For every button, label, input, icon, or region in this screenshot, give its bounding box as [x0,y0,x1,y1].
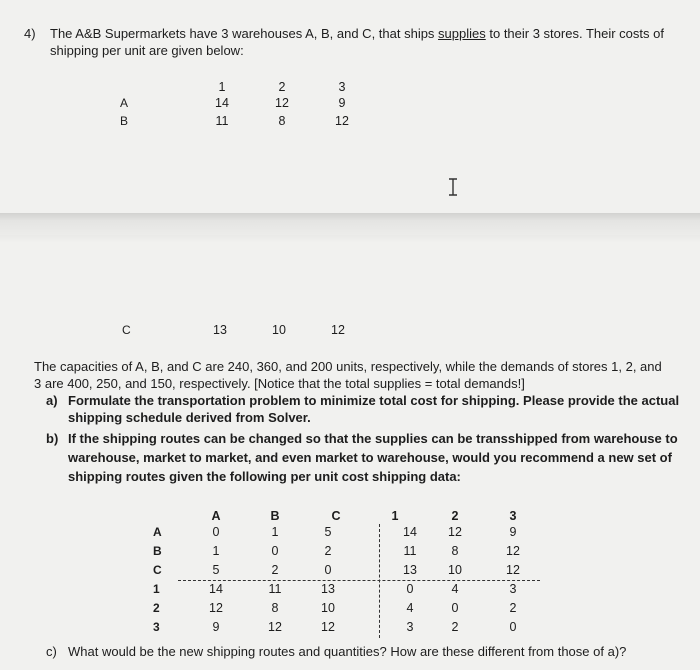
t2-col-header-2: 2 [451,509,459,523]
part-b-line2: warehouse, market to market, and even market to warehouse, would you recommend a new set of [68,450,672,465]
t2-cell: 0 [271,544,279,558]
t2-cell: 11 [268,582,282,596]
part-c-label: c) [46,644,57,659]
capacities-line1: The capacities of A, B, and C are 240, 360, and 200 units, respectively, while the demands of stores 1, 2, and [34,359,662,374]
t2-cell: 8 [451,544,459,558]
t2-col-header-1: 1 [391,509,399,523]
question-intro-line1 [50,25,664,42]
t2-cell: 2 [509,601,517,615]
t1-cell: 10 [272,323,286,337]
t1-row-label-a: A [120,96,129,110]
t2-col-header-3: 3 [509,509,517,523]
t1-row-label-c: C [122,323,131,337]
t2-col-header-b: B [270,509,280,523]
text-cursor-icon [447,178,459,196]
part-b-label: b) [46,431,59,446]
t2-row-label: C [153,563,162,577]
t2-cell: 4 [406,601,414,615]
supplies-link[interactable]: supplies [438,26,486,41]
t2-dashed-column-separator [379,524,380,638]
t2-row-label: B [153,544,162,558]
t2-cell: 14 [209,582,223,596]
t2-cell: 0 [212,525,220,539]
part-c-text: What would be the new shipping routes and quantities? How are these different from those of a)? [68,644,627,659]
t2-cell: 2 [324,544,332,558]
part-a-line1: Formulate the transportation problem to minimize total cost for shipping. Please provide the actual [68,393,680,408]
t2-cell: 10 [448,563,462,577]
t2-cell: 10 [321,601,335,615]
capacities-line2: 3 are 400, 250, and 150, respectively. [Notice that the total supplies = total demands!] [34,376,525,391]
t2-cell: 8 [271,601,279,615]
t2-cell: 0 [451,601,459,615]
t2-cell: 12 [321,620,335,634]
t1-col-header-3: 3 [338,80,346,94]
page-break-shadow [0,235,700,243]
t2-cell: 14 [403,525,417,539]
t2-cell: 13 [321,582,335,596]
t2-row-label: A [153,525,162,539]
t2-dashed-separator [178,580,540,581]
t2-cell: 12 [506,544,520,558]
t2-cell: 9 [509,525,517,539]
t2-cell: 0 [324,563,332,577]
part-b-line3: shipping routes given the following per unit cost shipping data: [68,469,461,484]
t2-col-header-a: A [211,509,221,523]
t2-cell: 12 [506,563,520,577]
t1-row-label-b: B [120,114,129,128]
t2-cell: 9 [212,620,220,634]
question-intro-line2: shipping per unit are given below: [50,43,244,58]
t1-cell: 8 [278,114,286,128]
t2-cell: 11 [403,544,417,558]
t2-cell: 13 [403,563,417,577]
t2-cell: 1 [212,544,220,558]
t2-cell: 2 [451,620,459,634]
t1-cell: 9 [338,96,346,110]
t2-cell: 0 [509,620,517,634]
t1-cell: 12 [335,114,349,128]
t2-cell: 0 [406,582,414,596]
intro-text-pre: The A&B Supermarkets have 3 warehouses A, B, and C, that ships [50,26,439,41]
t2-cell: 2 [271,563,279,577]
t2-cell: 3 [509,582,517,596]
question-number: 4) [24,26,36,41]
intro-text-post: to their 3 stores. Their costs of [485,26,664,41]
t2-cell: 1 [271,525,279,539]
t2-cell: 12 [448,525,462,539]
t2-row-label: 1 [153,582,160,596]
t2-row-label: 2 [153,601,160,615]
part-b-line1: If the shipping routes can be changed so that the supplies can be transshipped from warehouse to [68,431,678,446]
t2-row-label: 3 [153,620,160,634]
part-a-line2: shipping schedule derived from Solver. [68,410,311,425]
t1-cell: 11 [215,114,229,128]
t2-cell: 4 [451,582,459,596]
t1-cell: 14 [215,96,229,110]
part-a-label: a) [46,393,58,408]
t1-col-header-2: 2 [278,80,286,94]
t2-col-header-c: C [331,509,341,523]
t2-cell: 5 [324,525,332,539]
page-break-band [0,213,700,235]
t2-cell: 12 [268,620,282,634]
t1-col-header-1: 1 [218,80,226,94]
t2-cell: 12 [209,601,223,615]
t1-cell: 13 [213,323,227,337]
t2-cell: 3 [406,620,414,634]
t1-cell: 12 [331,323,345,337]
t1-cell: 12 [275,96,289,110]
t2-cell: 5 [212,563,220,577]
